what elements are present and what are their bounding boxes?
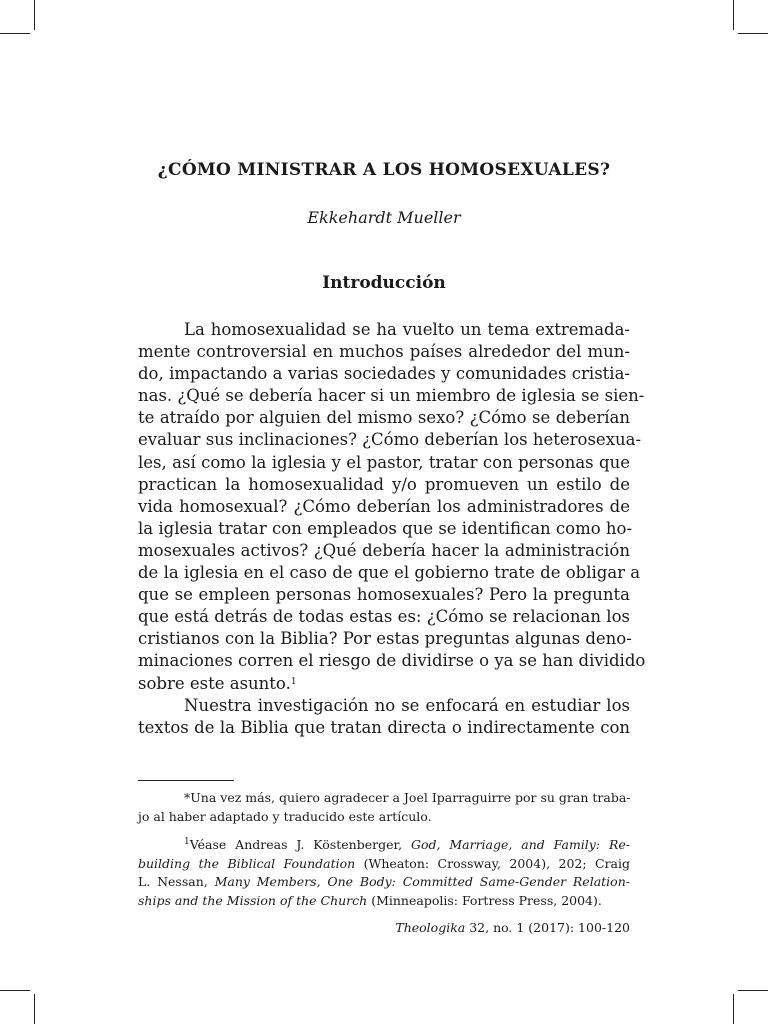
body-line: vida homosexual? ¿Cómo deberían los administradores de <box>138 496 630 516</box>
body-line: cristianos con la Biblia? Por estas preguntas algunas deno- <box>138 629 632 649</box>
body-line-text: sobre este asunto. <box>138 673 291 693</box>
footnote-text: (Minneapolis: Fortress Press, 2004). <box>367 892 602 908</box>
body-line: les, así como la iglesia y el pastor, tratar con personas que <box>138 452 630 472</box>
article-author: Ekkehardt Mueller <box>307 208 461 227</box>
crop-mark <box>733 0 734 30</box>
crop-mark <box>738 33 768 34</box>
body-line: La homosexualidad se ha vuelto un tema extremada- <box>184 320 630 339</box>
footnote-title: ships and the Mission of the Church <box>138 892 368 908</box>
footnote-number: 1 <box>184 837 190 847</box>
journal-citation <box>395 920 630 935</box>
body-line: mente controversial en muchos países alrededor del mun- <box>138 342 630 362</box>
body-line: nas. ¿Qué se debería hacer si un miembro de iglesia se sien- <box>138 386 645 406</box>
footnote-line <box>138 836 630 855</box>
footnote-ref[interactable]: 1 <box>290 676 297 687</box>
body-line: evaluar sus inclinaciones? ¿Cómo deberían los heterosexua- <box>138 430 642 450</box>
crop-mark <box>733 994 734 1024</box>
footnote-line: jo al haber adaptado y traducido este artículo. <box>138 808 432 824</box>
crop-mark <box>0 33 30 34</box>
footnote-rule <box>138 780 234 781</box>
body-line: practican la homosexualidad y/o promueven un estilo de <box>138 474 630 494</box>
body-line: do, impactando a varias sociedades y comunidades cristia- <box>138 364 630 384</box>
footnote-line <box>138 873 630 892</box>
footnote-line <box>138 855 630 874</box>
section-heading: Introducción <box>322 273 446 293</box>
body-text <box>138 319 646 739</box>
body-line: textos de la Biblia que tratan directa o indirectamente con <box>138 717 630 737</box>
footnote-line: *Una vez más, quiero agradecer a Joel Iparraguirre por su gran traba- <box>184 790 631 805</box>
body-line: que se empleen personas homosexuales? Pero la pregunta <box>138 585 630 605</box>
body-line: te atraído por alguien del mismo sexo? ¿Cómo se deberían <box>138 408 630 428</box>
footnote-text: Véase Andreas J. Köstenberger, <box>189 837 411 852</box>
article-title: ¿CÓMO MINISTRAR A LOS HOMOSEXUALES? <box>157 160 611 180</box>
crop-mark <box>0 990 30 991</box>
footnote-title: building the Biblical Foundation <box>138 855 356 871</box>
body-line: la iglesia tratar con empleados que se identifican como ho- <box>138 518 633 538</box>
body-line: mosexuales activos? ¿Qué debería hacer la administración <box>138 540 630 560</box>
crop-mark <box>34 0 35 30</box>
crop-mark <box>34 994 35 1024</box>
crop-mark <box>738 990 768 991</box>
footnote-text: (Wheaton: Crossway, 2004), 202; Craig <box>355 855 630 871</box>
footnote-title: Many Members, One Body: Committed Same-Gender Relation- <box>214 874 630 889</box>
footnote-title: God, Marriage, and Family: Re- <box>410 837 630 852</box>
footnotes <box>138 789 630 910</box>
body-line: de la iglesia en el caso de que el gobierno trate de obligar a <box>138 563 641 583</box>
body-line: que está detrás de todas estas es: ¿Cómo se relacionan los <box>138 607 630 627</box>
journal-name: Theologika <box>395 920 466 935</box>
body-line: minaciones corren el riesgo de dividirse o ya se han dividido <box>138 651 646 671</box>
body-line: Nuestra investigación no se enfocará en estudiar los <box>184 695 630 715</box>
footnote-line <box>138 892 630 911</box>
footnote-text: L. Nessan, <box>138 874 215 889</box>
body-line <box>138 673 630 695</box>
citation-details: 32, no. 1 (2017): 100-120 <box>465 920 630 935</box>
